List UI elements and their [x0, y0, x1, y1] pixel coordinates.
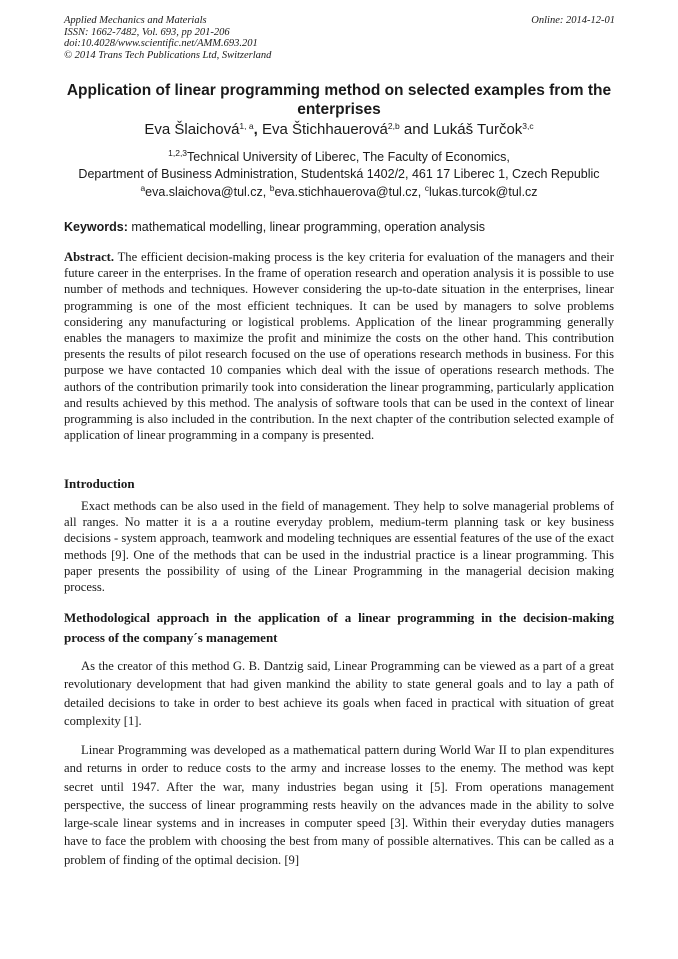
keywords-text: mathematical modelling, linear programming, operation analysis: [127, 220, 486, 234]
affil-line-1: Technical University of Liberec, The Faculty of Economics,: [187, 150, 510, 164]
online-date: Online: 2014-12-01: [531, 15, 615, 26]
method-section-heading: Methodological approach in the application of a linear programming in the decision-making process of the company´s management: [64, 610, 614, 645]
author-affil-mark: 3,c: [522, 121, 534, 131]
affil-line-2: Department of Business Administration, Studentská 1402/2, 461 17 Liberec 1, Czech Republic: [78, 166, 600, 181]
journal-header: [64, 15, 271, 61]
paper-title: Application of linear programming method on selected examples from the enterprises: [66, 82, 612, 118]
journal-copyright: © 2014 Trans Tech Publications Ltd, Switzerland: [64, 49, 272, 61]
author-line: [40, 121, 638, 138]
journal-issn: ISSN: 1662-7482, Vol. 693, pp 201-206: [64, 26, 230, 38]
method-paragraph-2: Linear Programming was developed as a mathematical pattern during World War II to plan expenditures and returns in order to reduce costs to the army and increase losses to the enemy. The method was kept secret until 1947. After the war, many industries began using it [5]. From operations management perspective, the success of linear programming rests heavily on the advances made in the ability to solve large-scale linear systems and in increases in computer speed [3]. Within their everyday duties managers have to face the problem with choosing the best from many of possible alternatives. This can be called as a problem of finding of the optimal decision. [9]: [64, 743, 614, 867]
author-separator: ,: [253, 121, 262, 138]
email-link[interactable]: lukas.turcok@tul.cz: [428, 185, 538, 199]
journal-doi: doi:10.4028/www.scientific.net/AMM.693.201: [64, 38, 258, 49]
email-mark: a: [140, 183, 146, 193]
abstract: [64, 249, 614, 443]
journal-name: Applied Mechanics and Materials: [64, 15, 207, 26]
author-name: Lukáš Turčok: [433, 121, 523, 138]
author-name: Eva Šlaichová: [144, 121, 240, 138]
author-name: Eva Štichhauerová: [261, 121, 388, 138]
keywords: [64, 220, 624, 234]
email-mark: b: [269, 183, 275, 193]
affil-mark: 1,2,3: [168, 148, 188, 158]
author-emails: [30, 185, 648, 199]
email-link[interactable]: eva.slaichova@tul.cz,: [145, 185, 270, 199]
abstract-label: Abstract.: [64, 250, 115, 264]
author-affil-mark: 1, a: [239, 121, 254, 131]
abstract-text: The efficient decision-making process is the key criteria for evaluation of the managers and their future career in the enterprises. In the frame of operation research and operation analysis it is possible to use number of methods and techniques. However considering the up-to-date situation in the enterprises, linear programming is one of the most efficient techniques. It can be used by managers to solve problems considering any manufacturing or logistical problems. Application of the linear programming generally enables the managers to maximize the profit and minimize the costs on the other hand. This contribution presents the results of pilot research focused on the use of operations research methods in business. For this purpose we have contacted 10 companies which deal with the issue of operations research methods. The authors of the contribution primarily took into consideration the linear programming, particularly application and results achieved by this method. The analysis of software tools that can be used in the context of linear programming is also included in the contribution. In the next chapter of the contribution selected example of application of linear programming in a company is presented.: [64, 250, 614, 443]
introduction-paragraph: Exact methods can be also used in the field of management. They help to solve managerial problems of all ranges. No matter it is a a routine everyday problem, medium-term planning task or key business decisions - system approach, teamwork and modeling techniques are essential features of the use of the exact methods [9]. One of the methods that can be used in the industrial practice is a linear programming. This paper presents the possibility of using of the Linear Programming in the managerial decision making process.: [64, 499, 614, 595]
email-link[interactable]: eva.stichhauerova@tul.cz,: [274, 185, 425, 199]
introduction-heading: Introduction: [64, 476, 135, 491]
keywords-label: Keywords:: [64, 220, 128, 234]
author-affil-mark: 2,b: [387, 121, 400, 131]
author-separator: and: [399, 121, 434, 138]
email-mark: c: [424, 183, 429, 193]
affiliation: [30, 149, 648, 182]
method-paragraph-1: As the creator of this method G. B. Dantzig said, Linear Programming can be viewed as a part of a great revolutionary development that had given mankind the ability to state general goals and to lay a path of detailed decisions to take in order to best achieve its goals when faced in practical with situation of great complexity [1].: [64, 659, 614, 728]
